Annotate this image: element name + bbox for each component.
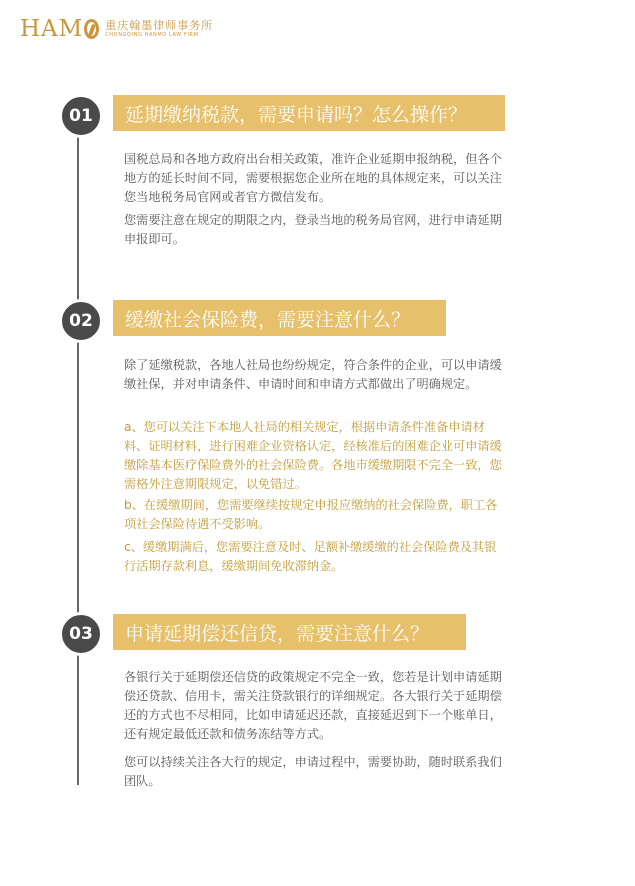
section-paragraph: 除了延缴税款，各地人社局也纷纷规定，符合条件的企业，可以申请缓缴社保，并对申请条件、申请时间和申请方式都做出了明确规定。: [124, 358, 502, 391]
logo-mark-text: HAM: [20, 16, 84, 42]
logo-o-icon: [84, 19, 99, 39]
section-paragraph-highlight: c、缓缴期满后，您需要注意及时、足额补缴缓缴的社会保险费及其银行活期存款利息，缓缴期间免收滞纳金。: [124, 540, 497, 573]
section-number-badge: 02: [59, 299, 103, 343]
logo-cn-name: 重庆翰墨律师事务所: [105, 19, 214, 32]
logo-mark: [20, 16, 99, 42]
section-paragraph-highlight: b、在缓缴期间，您需要继续按规定申报应缴纳的社会保险费，职工各项社会保险待遇不受影响。: [124, 498, 498, 531]
section-number-badge: 03: [59, 612, 103, 656]
section-paragraph-highlight: a、您可以关注下本地人社局的相关规定，根据申请条件准备申请材料、证明材料，进行困难企业资格认定，经核准后的困难企业可申请缓缴除基本医疗保险费外的社会保险费。各地市缓缴期限不完全一致，您需格外注意期限规定，以免错过。: [124, 420, 502, 491]
logo-en-name: CHONGQING HANMO LAW FIRM: [105, 32, 199, 38]
section-title-bar: 申请延期偿还信贷，需要注意什么？: [113, 614, 466, 650]
section-title-bar: 延期缴纳税款，需要申请吗？怎么操作？: [113, 95, 505, 131]
section-paragraph: 各银行关于延期偿还信贷的政策规定不完全一致，您若是计划申请延期偿还贷款、信用卡，需关注贷款银行的详细规定。各大银行关于延期偿还的方式也不尽相同，比如申请延迟还款，直接延迟到下一个账单日，还有规定最低还款和债务冻结等方式。: [124, 670, 502, 741]
section-paragraph: 您可以持续关注各大行的规定，申请过程中，需要协助，随时联系我们团队。: [124, 755, 502, 788]
logo-text: [105, 20, 213, 38]
section-title-bar: 缓缴社会保险费，需要注意什么？: [113, 300, 446, 336]
section-paragraph: 国税总局和各地方政府出台相关政策，准许企业延期申报纳税，但各个地方的延长时间不同，需要根据您企业所在地的具体规定来，可以关注您当地税务局官网或者官方微信发布。: [124, 152, 502, 204]
firm-logo: [20, 12, 213, 46]
timeline-line: [77, 128, 79, 785]
section-paragraph: 您需要注意在规定的期限之内，登录当地的税务局官网，进行申请延期申报即可。: [124, 213, 502, 246]
section-number-badge: 01: [59, 94, 103, 138]
